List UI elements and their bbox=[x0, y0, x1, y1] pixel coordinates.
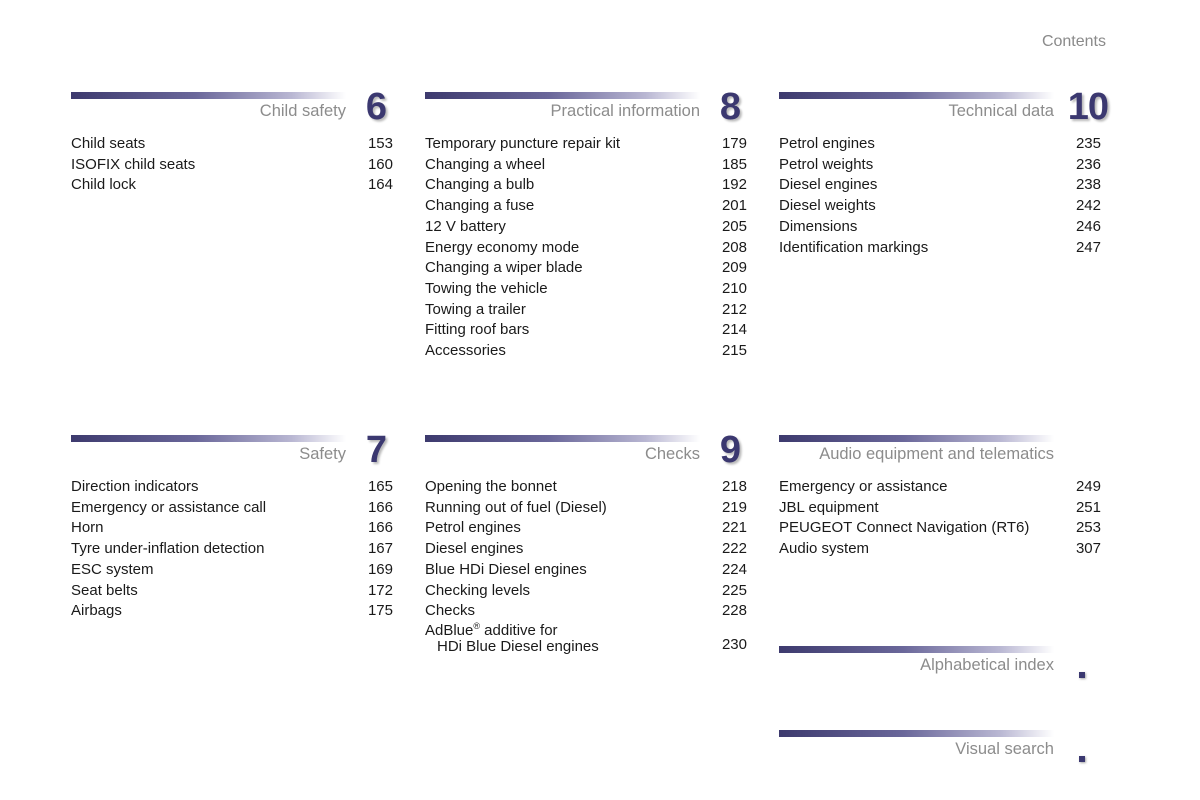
toc-item-page: 166 bbox=[367, 498, 393, 516]
toc-item-page: 208 bbox=[721, 238, 747, 256]
toc-list bbox=[779, 477, 1102, 560]
toc-item[interactable] bbox=[71, 581, 394, 602]
toc-item-page: 160 bbox=[367, 155, 393, 173]
section-title[interactable]: Child safety bbox=[259, 102, 346, 120]
toc-item-label: Accessories bbox=[425, 342, 506, 360]
toc-item-label: Changing a fuse bbox=[425, 197, 535, 215]
toc-item-page: 166 bbox=[367, 519, 393, 537]
section-header[interactable] bbox=[779, 646, 1102, 688]
toc-item-page: 230 bbox=[721, 636, 747, 654]
toc-item[interactable] bbox=[425, 498, 748, 519]
toc-item[interactable] bbox=[71, 539, 394, 560]
toc-item-label: ISOFIX child seats bbox=[71, 155, 196, 173]
toc-item-label: Towing the vehicle bbox=[425, 279, 548, 297]
section-practical-information bbox=[425, 86, 748, 362]
toc-item-page: 249 bbox=[1075, 478, 1101, 495]
toc-item[interactable] bbox=[71, 518, 394, 539]
toc-item-label: Petrol weights bbox=[779, 155, 874, 173]
toc-item-page: 205 bbox=[721, 217, 747, 235]
toc-item-page: 228 bbox=[721, 602, 747, 620]
section-title[interactable]: Practical information bbox=[550, 102, 700, 120]
section-visual-search bbox=[779, 730, 1102, 772]
toc-item-page: 224 bbox=[721, 560, 747, 578]
toc-item-label: Identification markings bbox=[779, 238, 929, 256]
toc-item-adblue[interactable] bbox=[425, 622, 748, 656]
section-child-safety bbox=[71, 86, 394, 196]
section-number[interactable]: 6 bbox=[365, 86, 386, 128]
toc-item[interactable] bbox=[779, 217, 1102, 238]
toc-item-page: 238 bbox=[1075, 176, 1101, 194]
toc-item-label: Child lock bbox=[71, 176, 137, 194]
toc-list bbox=[71, 134, 394, 196]
toc-item[interactable] bbox=[425, 518, 748, 539]
toc-item-page: 214 bbox=[721, 321, 747, 339]
toc-item[interactable] bbox=[425, 196, 748, 217]
toc-item[interactable] bbox=[425, 341, 748, 362]
toc-item-label: Diesel weights bbox=[779, 197, 876, 215]
section-bar bbox=[425, 92, 700, 99]
toc-item-label: Seat belts bbox=[71, 581, 138, 599]
toc-list bbox=[425, 134, 748, 362]
section-header bbox=[779, 86, 1108, 134]
toc-item-page: 165 bbox=[367, 478, 393, 495]
toc-item[interactable] bbox=[779, 155, 1102, 176]
toc-item-label: Blue HDi Diesel engines bbox=[425, 560, 587, 578]
section-bar bbox=[779, 730, 1054, 737]
toc-item[interactable] bbox=[71, 477, 394, 498]
toc-item-page: 179 bbox=[721, 135, 747, 152]
toc-item[interactable] bbox=[425, 279, 748, 300]
toc-item-label: Diesel engines bbox=[779, 176, 878, 194]
adblue-label-a: AdBlue bbox=[425, 621, 474, 639]
toc-item[interactable] bbox=[779, 238, 1102, 259]
toc-item-page: 253 bbox=[1075, 519, 1101, 537]
toc-item[interactable] bbox=[779, 498, 1102, 519]
toc-item-label: Direction indicators bbox=[71, 478, 199, 495]
section-number[interactable]: 7 bbox=[365, 429, 386, 471]
toc-list bbox=[71, 477, 394, 622]
toc-item-label: Child seats bbox=[71, 135, 146, 152]
toc-item[interactable] bbox=[71, 601, 394, 622]
toc-item-page: 169 bbox=[367, 560, 393, 578]
toc-item-page: 212 bbox=[721, 300, 747, 318]
section-alphabetical-index bbox=[779, 646, 1102, 688]
toc-item-page: 167 bbox=[367, 540, 393, 558]
section-checks bbox=[425, 429, 748, 656]
section-header bbox=[779, 435, 1102, 477]
toc-item[interactable] bbox=[425, 560, 748, 581]
section-bar bbox=[71, 435, 346, 442]
section-bar bbox=[425, 435, 700, 442]
section-number[interactable]: 8 bbox=[719, 86, 740, 128]
toc-item[interactable] bbox=[779, 477, 1102, 498]
section-title[interactable]: Technical data bbox=[948, 102, 1054, 120]
toc-item-page: 209 bbox=[721, 259, 747, 277]
section-bar bbox=[71, 92, 346, 99]
section-bar bbox=[779, 435, 1054, 442]
toc-item-label: Running out of fuel (Diesel) bbox=[425, 498, 607, 516]
toc-item-page: 192 bbox=[721, 176, 747, 194]
toc-item[interactable] bbox=[779, 134, 1102, 155]
toc-item-label: Diesel engines bbox=[425, 540, 524, 558]
adblue-label-b: additive for bbox=[480, 621, 558, 639]
toc-item-label: JBL equipment bbox=[779, 498, 879, 516]
toc-item-label: Fitting roof bars bbox=[425, 321, 530, 339]
toc-item[interactable] bbox=[425, 320, 748, 341]
toc-item-label: Checks bbox=[425, 602, 476, 620]
toc-item-label: Airbags bbox=[71, 602, 122, 620]
toc-item-page: 235 bbox=[1075, 135, 1101, 152]
section-header bbox=[425, 86, 748, 134]
toc-item[interactable] bbox=[71, 560, 394, 581]
toc-item-page: 247 bbox=[1075, 238, 1101, 256]
toc-item-label: Changing a wheel bbox=[425, 155, 546, 173]
section-title[interactable]: Checks bbox=[644, 445, 700, 463]
toc-item-page: 221 bbox=[721, 519, 747, 537]
section-safety bbox=[71, 429, 394, 622]
section-header bbox=[71, 429, 394, 477]
toc-item[interactable] bbox=[425, 134, 748, 155]
toc-item[interactable] bbox=[425, 601, 748, 622]
toc-item[interactable] bbox=[71, 498, 394, 519]
section-marker-icon bbox=[1079, 672, 1085, 678]
toc-item-label: Emergency or assistance call bbox=[71, 498, 267, 516]
section-bar bbox=[779, 646, 1054, 653]
toc-item-page: 219 bbox=[721, 498, 747, 516]
registered-mark: ® bbox=[473, 620, 481, 631]
toc-item[interactable] bbox=[779, 196, 1102, 217]
toc-item-label: Horn bbox=[71, 519, 104, 537]
toc-item[interactable] bbox=[425, 581, 748, 602]
section-title[interactable]: Alphabetical index bbox=[920, 656, 1054, 674]
toc-item-page: 172 bbox=[367, 581, 393, 599]
toc-item-label: PEUGEOT Connect Navigation (RT6) bbox=[779, 519, 1030, 537]
toc-item-page: 215 bbox=[721, 342, 747, 360]
toc-item-label: ESC system bbox=[71, 560, 154, 578]
toc-item[interactable] bbox=[425, 238, 748, 259]
section-marker-icon bbox=[1079, 756, 1085, 762]
toc-item-page: 246 bbox=[1075, 217, 1101, 235]
toc-item-label: Emergency or assistance bbox=[779, 478, 948, 495]
toc-item[interactable] bbox=[779, 518, 1102, 539]
toc-item-page: 175 bbox=[367, 602, 393, 620]
toc-item-page: 210 bbox=[721, 279, 747, 297]
toc-item[interactable] bbox=[71, 155, 394, 176]
toc-item-label: Petrol engines bbox=[425, 519, 521, 537]
page-header: Contents bbox=[1041, 33, 1106, 50]
toc-item[interactable] bbox=[71, 134, 394, 155]
toc-item-label bbox=[425, 622, 599, 656]
section-header[interactable] bbox=[779, 730, 1102, 772]
toc-item-page: 164 bbox=[367, 176, 393, 194]
toc-item-label: Checking levels bbox=[425, 581, 531, 599]
toc-item[interactable] bbox=[425, 217, 748, 238]
toc-item-label: Energy economy mode bbox=[425, 238, 580, 256]
toc-item[interactable] bbox=[71, 175, 394, 196]
section-bar bbox=[779, 92, 1054, 99]
section-title[interactable]: Audio equipment and telematics bbox=[819, 445, 1054, 463]
toc-item[interactable] bbox=[779, 539, 1102, 560]
section-title[interactable]: Safety bbox=[299, 445, 346, 463]
toc-item-label: Tyre under-inflation detection bbox=[71, 540, 265, 558]
toc-item[interactable] bbox=[425, 539, 748, 560]
toc-item-page: 242 bbox=[1075, 197, 1101, 215]
toc-list bbox=[425, 477, 748, 656]
toc-list bbox=[779, 134, 1102, 258]
section-header bbox=[71, 86, 394, 134]
toc-item[interactable] bbox=[425, 477, 748, 498]
section-number[interactable]: 9 bbox=[719, 429, 740, 471]
section-technical-data bbox=[779, 86, 1108, 258]
section-number[interactable]: 10 bbox=[1067, 86, 1108, 128]
toc-item-label: Towing a trailer bbox=[425, 300, 526, 318]
section-title[interactable]: Visual search bbox=[955, 740, 1054, 758]
toc-item-label: Changing a bulb bbox=[425, 176, 535, 194]
toc-item-label: Audio system bbox=[779, 540, 870, 558]
toc-item-page: 185 bbox=[721, 155, 747, 173]
toc-item[interactable] bbox=[779, 175, 1102, 196]
section-header bbox=[425, 429, 748, 477]
toc-item[interactable] bbox=[425, 155, 748, 176]
adblue-label-line2: HDi Blue Diesel engines bbox=[437, 638, 599, 656]
toc-item-page: 218 bbox=[721, 478, 747, 495]
toc-item[interactable] bbox=[425, 258, 748, 279]
toc-item-page: 222 bbox=[721, 540, 747, 558]
toc-item-label: Temporary puncture repair kit bbox=[425, 135, 621, 152]
toc-item-label: 12 V battery bbox=[425, 217, 506, 235]
toc-item-label: Opening the bonnet bbox=[425, 478, 557, 495]
toc-item-label: Changing a wiper blade bbox=[425, 259, 583, 277]
toc-item-page: 153 bbox=[367, 135, 393, 152]
toc-item-label: Petrol engines bbox=[779, 135, 875, 152]
section-audio-telematics bbox=[779, 435, 1102, 560]
toc-item[interactable] bbox=[425, 175, 748, 196]
toc-item-label: Dimensions bbox=[779, 217, 858, 235]
toc-item-page: 236 bbox=[1075, 155, 1101, 173]
toc-item[interactable] bbox=[425, 300, 748, 321]
toc-item-page: 201 bbox=[721, 197, 747, 215]
toc-item-page: 307 bbox=[1075, 540, 1101, 558]
toc-item-page: 251 bbox=[1075, 498, 1101, 516]
toc-item-page: 225 bbox=[721, 581, 747, 599]
